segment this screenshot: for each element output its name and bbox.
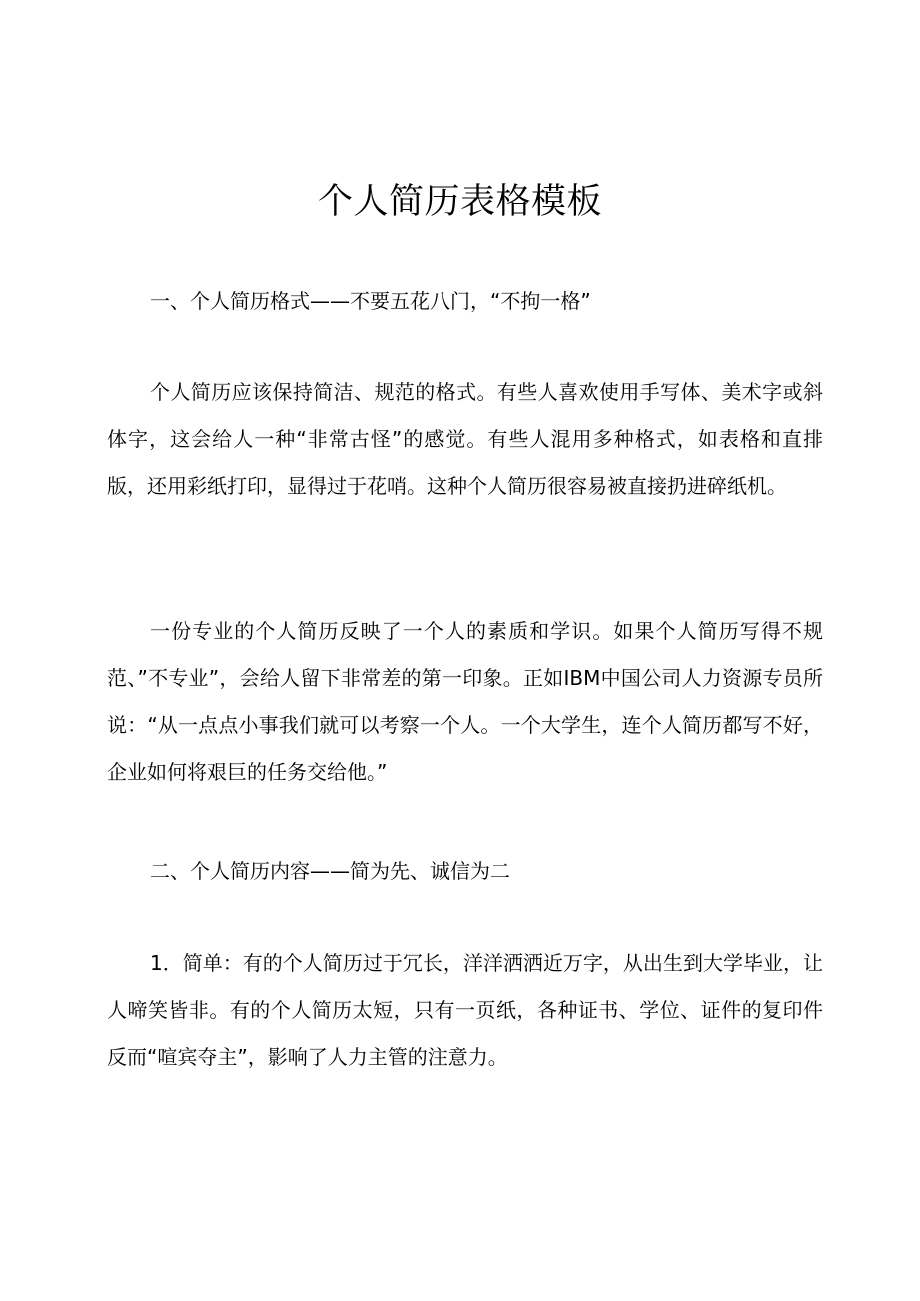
paragraph-professional-resume: 一份专业的个人简历反映了一个人的素质和学识。如果个人简历写得不规范、”不专业”，会给人留下非常差的第一印象。正如IBM中国公司人力资源专员所说：“从一点点小事我们就可以考察一个人。一个大学生，连个人简历都写不好，企业如何将艰巨的任务交给他。” [107, 619, 823, 784]
paragraph-simplicity: 1．简单：有的个人简历过于冗长，洋洋洒洒近万字，从出生到大学毕业，让人啼笑皆非。有的个人简历太短，只有一页纸，各种证书、学位、证件的复印件反而“喧宾夺主”，影响了人力主管的注意力。 [107, 951, 823, 1069]
section-heading-content: 二、个人简历内容——简为先、诚信为二 [150, 859, 510, 883]
document-title: 个人简历表格模板 [317, 182, 602, 222]
paragraph-format-advice: 个人简历应该保持简洁、规范的格式。有些人喜欢使用手写体、美术字或斜体字，这会给人一种“非常古怪”的感觉。有些人混用多种格式，如表格和直排版，还用彩纸打印，显得过于花哨。这种个人简历很容易被直接扔进碎纸机。 [107, 380, 823, 498]
section-heading-format: 一、个人简历格式——不要五花八门，“不拘一格” [150, 289, 591, 313]
